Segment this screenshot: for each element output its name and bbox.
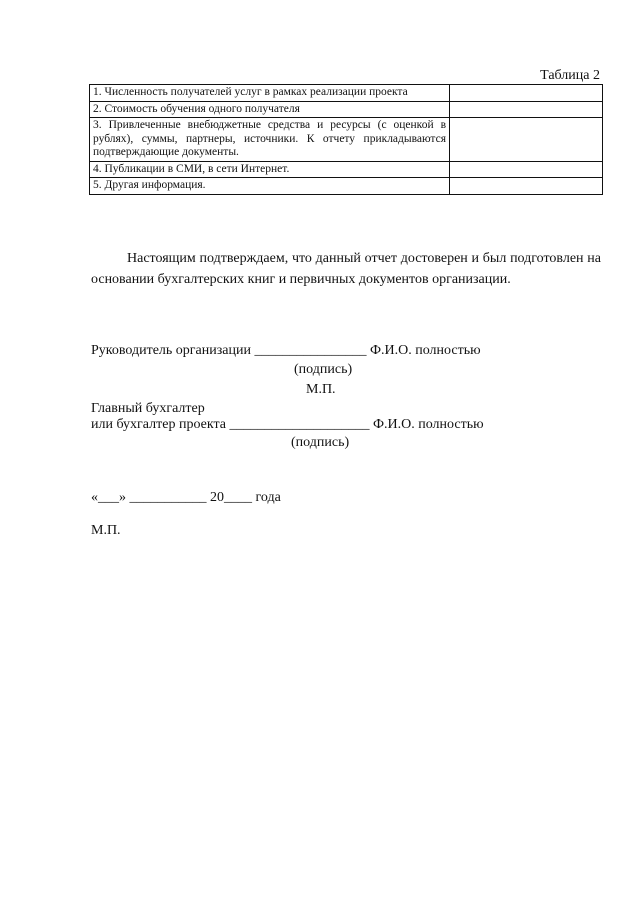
table-row (90, 178, 603, 195)
stamp-mark: М.П. (91, 523, 121, 538)
row-value (450, 85, 603, 102)
row-label: 5. Другая информация. (90, 178, 450, 195)
row-label: 1. Численность получателей услуг в рамках реализации проекта (90, 85, 450, 102)
stamp-mark: М.П. (306, 382, 336, 397)
report-table (89, 84, 603, 195)
row-value (450, 118, 603, 162)
row-value (450, 178, 603, 195)
accountant-signature-caption: (подпись) (291, 435, 350, 450)
accountant-title: Главный бухгалтер (91, 401, 205, 416)
row-label: 3. Привлеченные внебюджетные средства и ресурсы (с оценкой в рублях), суммы, партнеры, источники. К отчету прикладываются подтверждающие документы. (90, 118, 450, 162)
row-label: 4. Публикации в СМИ, в сети Интернет. (90, 161, 450, 178)
head-signature-line: Руководитель организации ________________ Ф.И.О. полностью (91, 343, 481, 358)
row-label: 2. Стоимость обучения одного получателя (90, 101, 450, 118)
head-signature-caption: (подпись) (294, 362, 353, 377)
accountant-signature-line: или бухгалтер проекта ____________________ Ф.И.О. полностью (91, 417, 484, 432)
row-value (450, 101, 603, 118)
table-row (90, 101, 603, 118)
table-caption: Таблица 2 (540, 68, 600, 83)
confirmation-paragraph: Настоящим подтверждаем, что данный отчет достоверен и был подготовлен на основании бухгалтерских книг и первичных документов организации. (91, 251, 601, 287)
date-line: «___» ___________ 20____ года (91, 490, 281, 505)
table-row (90, 85, 603, 102)
row-value (450, 161, 603, 178)
table-row (90, 118, 603, 162)
table-row (90, 161, 603, 178)
